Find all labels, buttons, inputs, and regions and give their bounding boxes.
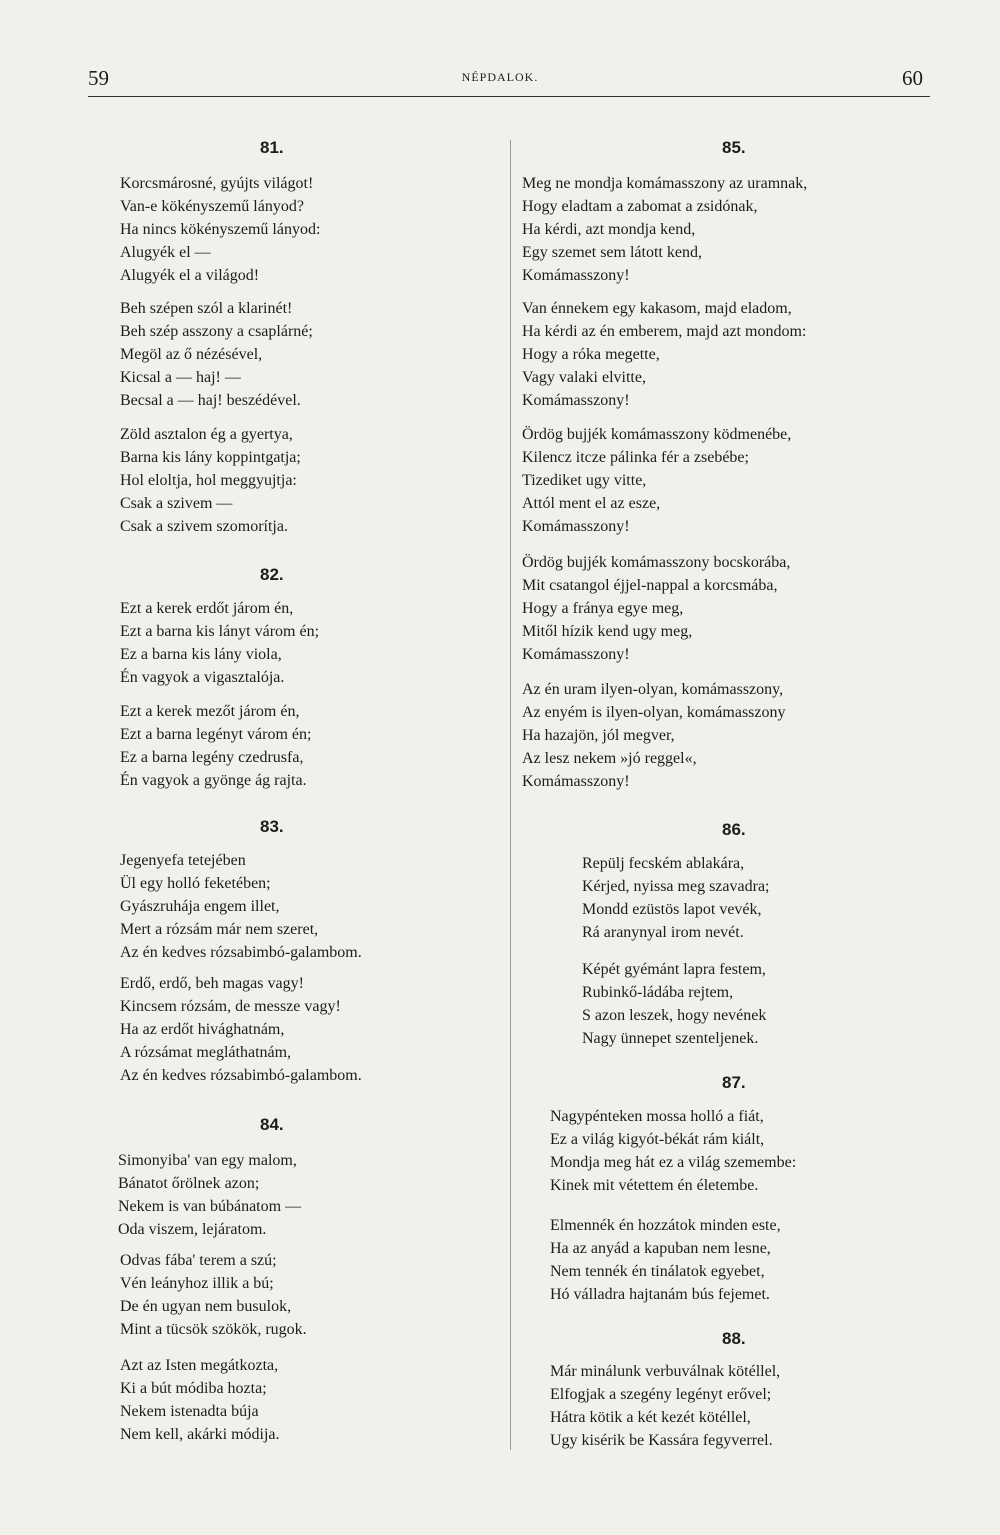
poem-number: 88. <box>722 1329 746 1348</box>
verse-line: Az enyém is ilyen-olyan, komámasszony <box>522 704 786 721</box>
verse-line: Már minálunk verbuválnak kötéllel, <box>550 1363 781 1380</box>
stanza <box>120 1249 307 1341</box>
verse-line: Komámasszony! <box>522 267 630 284</box>
stanza <box>522 551 790 666</box>
verse-line: Elfogjak a szegény legényt erővel; <box>550 1386 772 1403</box>
verse-line: Kérjed, nyissa meg szavadra; <box>582 878 770 895</box>
poem-number: 81. <box>260 138 284 157</box>
verse-line: Komámasszony! <box>522 392 630 409</box>
stanza <box>522 678 786 793</box>
verse-line: Hol eloltja, hol meggyujtja: <box>120 472 297 489</box>
verse-line: Meg ne mondja komámasszony az uramnak, <box>522 175 808 192</box>
verse-line: Ha nincs kökényszemű lányod: <box>120 221 321 238</box>
verse-line: A rózsámat megláthatnám, <box>120 1044 292 1061</box>
verse-line: Hogy a fránya egye meg, <box>522 600 684 617</box>
stanza <box>522 297 806 412</box>
verse-line: Simonyiba' van egy malom, <box>118 1152 297 1169</box>
verse-line: Rá aranynyal irom nevét. <box>582 924 744 941</box>
verse-line: Ördög bujjék komámasszony bocskorába, <box>522 554 791 571</box>
verse-line: Ugy kisérik be Kassára fegyverrel. <box>550 1432 773 1449</box>
verse-line: Azt az Isten megátkozta, <box>120 1357 279 1374</box>
verse-line: Az lesz nekem »jó reggel«, <box>522 750 697 767</box>
verse-line: Nagy ünnepet szenteljenek. <box>582 1030 759 1047</box>
verse-line: Ha kérdi az én emberem, majd azt mondom: <box>522 323 807 340</box>
verse-line: Alugyék el a világod! <box>120 267 260 284</box>
stanza <box>120 700 311 792</box>
verse-line: Ördög bujjék komámasszony ködmenébe, <box>522 426 792 443</box>
verse-line: Repülj fecském ablakára, <box>582 855 745 872</box>
verse-line: Ha kérdi, azt mondja kend, <box>522 221 696 238</box>
poem-number: 83. <box>260 817 284 836</box>
verse-line: Ez a barna legény czedrusfa, <box>120 749 304 766</box>
verse-line: Az én uram ilyen-olyan, komámasszony, <box>522 681 784 698</box>
verse-line: S azon leszek, hogy nevének <box>582 1007 767 1024</box>
verse-line: Beh szép asszony a csaplárné; <box>120 323 313 340</box>
verse-line: Hogy a róka megette, <box>522 346 660 363</box>
stanza <box>550 1214 781 1306</box>
poem-number: 85. <box>722 138 746 157</box>
verse-line: Erdő, erdő, beh magas vagy! <box>120 975 304 992</box>
poem-number: 84. <box>260 1115 284 1134</box>
verse-line: Van énnekem egy kakasom, majd eladom, <box>522 300 792 317</box>
verse-line: Csak a szivem szomorítja. <box>120 518 288 535</box>
verse-line: Megöl az ő nézésével, <box>120 346 263 363</box>
stanza <box>120 1354 280 1446</box>
stanza <box>120 597 319 689</box>
verse-line: Jegenyefa tetejében <box>120 852 246 869</box>
verse-line: Mint a tücsök szökök, rugok. <box>120 1321 307 1338</box>
verse-line: Ha az anyád a kapuban nem lesne, <box>550 1240 771 1257</box>
verse-line: Vagy valaki elvitte, <box>522 369 646 386</box>
stanza <box>550 1105 796 1197</box>
verse-line: Hó válladra hajtanám bús fejemet. <box>550 1286 770 1303</box>
poem-number: 87. <box>722 1073 746 1092</box>
verse-line: Ezt a kerek mezőt járom én, <box>120 703 300 720</box>
verse-line: Becsal a — haj! beszédével. <box>120 392 301 409</box>
verse-line: Van-e kökényszemű lányod? <box>120 198 304 215</box>
verse-line: Ezt a kerek erdőt járom én, <box>120 600 294 617</box>
verse-line: Attól ment el az esze, <box>522 495 661 512</box>
verse-line: Hogy eladtam a zabomat a zsidónak, <box>522 198 758 215</box>
verse-line: Nem kell, akárki módija. <box>120 1426 280 1443</box>
verse-line: Ez a világ kigyót-békát rám kiált, <box>550 1131 765 1148</box>
page-number-left: 59 <box>88 66 109 90</box>
verse-line: Oda viszem, lejáratom. <box>118 1221 267 1238</box>
verse-line: Alugyék el — <box>120 244 211 261</box>
verse-line: Képét gyémánt lapra festem, <box>582 961 766 978</box>
verse-line: Kilencz itcze pálinka fér a zsebébe; <box>522 449 749 466</box>
verse-line: Az én kedves rózsabimbó-galambom. <box>120 944 362 961</box>
verse-line: Kicsal a — haj! — <box>120 369 241 386</box>
verse-line: Mert a rózsám már nem szeret, <box>120 921 319 938</box>
column-divider <box>510 140 511 1450</box>
poem-number: 86. <box>722 820 746 839</box>
verse-line: Csak a szivem — <box>120 495 233 512</box>
stanza <box>120 172 320 287</box>
stanza <box>522 172 807 287</box>
verse-line: Komámasszony! <box>522 518 630 535</box>
stanza <box>120 297 313 412</box>
verse-line: Korcsmárosné, gyújts világot! <box>120 175 314 192</box>
verse-line: Nekem istenadta búja <box>120 1403 259 1420</box>
verse-line: Odvas fába' terem a szú; <box>120 1252 277 1269</box>
verse-line: Vén leányhoz illik a bú; <box>120 1275 274 1292</box>
verse-line: Mit csatangol éjjel-nappal a korcsmába, <box>522 577 778 594</box>
verse-line: Elmennék én hozzátok minden este, <box>550 1217 781 1234</box>
stanza <box>522 423 791 538</box>
page-number-right: 60 <box>902 66 923 90</box>
verse-line: Ki a bút módiba hozta; <box>120 1380 267 1397</box>
verse-line: Kinek mit vétettem én életembe. <box>550 1177 759 1194</box>
verse-line: Nem tennék én tinálatok egyebet, <box>550 1263 765 1280</box>
verse-line: Gyászruhája engem illet, <box>120 898 280 915</box>
stanza <box>120 972 362 1087</box>
verse-line: Kincsem rózsám, de messze vagy! <box>120 998 341 1015</box>
verse-line: Ül egy holló feketében; <box>120 875 271 892</box>
verse-line: Nekem is van búbánatom — <box>118 1198 302 1215</box>
verse-line: Barna kis lány koppintgatja; <box>120 449 301 466</box>
verse-line: Ez a barna kis lány viola, <box>120 646 282 663</box>
verse-line: Én vagyok a gyönge ág rajta. <box>120 772 307 789</box>
verse-line: Hátra kötik a két kezét kötéllel, <box>550 1409 751 1426</box>
verse-line: Mitől hízik kend ugy meg, <box>522 623 693 640</box>
verse-line: Én vagyok a vigasztalója. <box>120 669 285 686</box>
verse-line: Ezt a barna kis lányt várom én; <box>120 623 320 640</box>
verse-line: Egy szemet sem látott kend, <box>522 244 702 261</box>
verse-line: Nagypénteken mossa holló a fiát, <box>550 1108 764 1125</box>
verse-line: Rubinkő-ládába rejtem, <box>582 984 734 1001</box>
verse-line: Komámasszony! <box>522 646 630 663</box>
stanza <box>120 423 301 538</box>
verse-line: Ha az erdőt hivághatnám, <box>120 1021 285 1038</box>
verse-line: Mondd ezüstös lapot vevék, <box>582 901 762 918</box>
header-rule <box>88 96 930 97</box>
stanza <box>550 1360 780 1452</box>
stanza <box>582 958 766 1050</box>
running-title: NÉPDALOK. <box>461 70 539 84</box>
verse-line: Ezt a barna legényt várom én; <box>120 726 312 743</box>
verse-line: Ha hazajön, jól megver, <box>522 727 675 744</box>
stanza <box>582 852 769 944</box>
verse-line: De én ugyan nem busulok, <box>120 1298 292 1315</box>
verse-line: Tizediket ugy vitte, <box>522 472 647 489</box>
verse-line: Zöld asztalon ég a gyertya, <box>120 426 293 443</box>
poem-number: 82. <box>260 565 284 584</box>
stanza <box>118 1149 301 1241</box>
verse-line: Komámasszony! <box>522 773 630 790</box>
verse-line: Mondja meg hát ez a világ szemembe: <box>550 1154 797 1171</box>
stanza <box>120 849 362 964</box>
verse-line: Bánatot őrölnek azon; <box>118 1175 260 1192</box>
verse-line: Az én kedves rózsabimbó-galambom. <box>120 1067 362 1084</box>
verse-line: Beh szépen szól a klarinét! <box>120 300 293 317</box>
